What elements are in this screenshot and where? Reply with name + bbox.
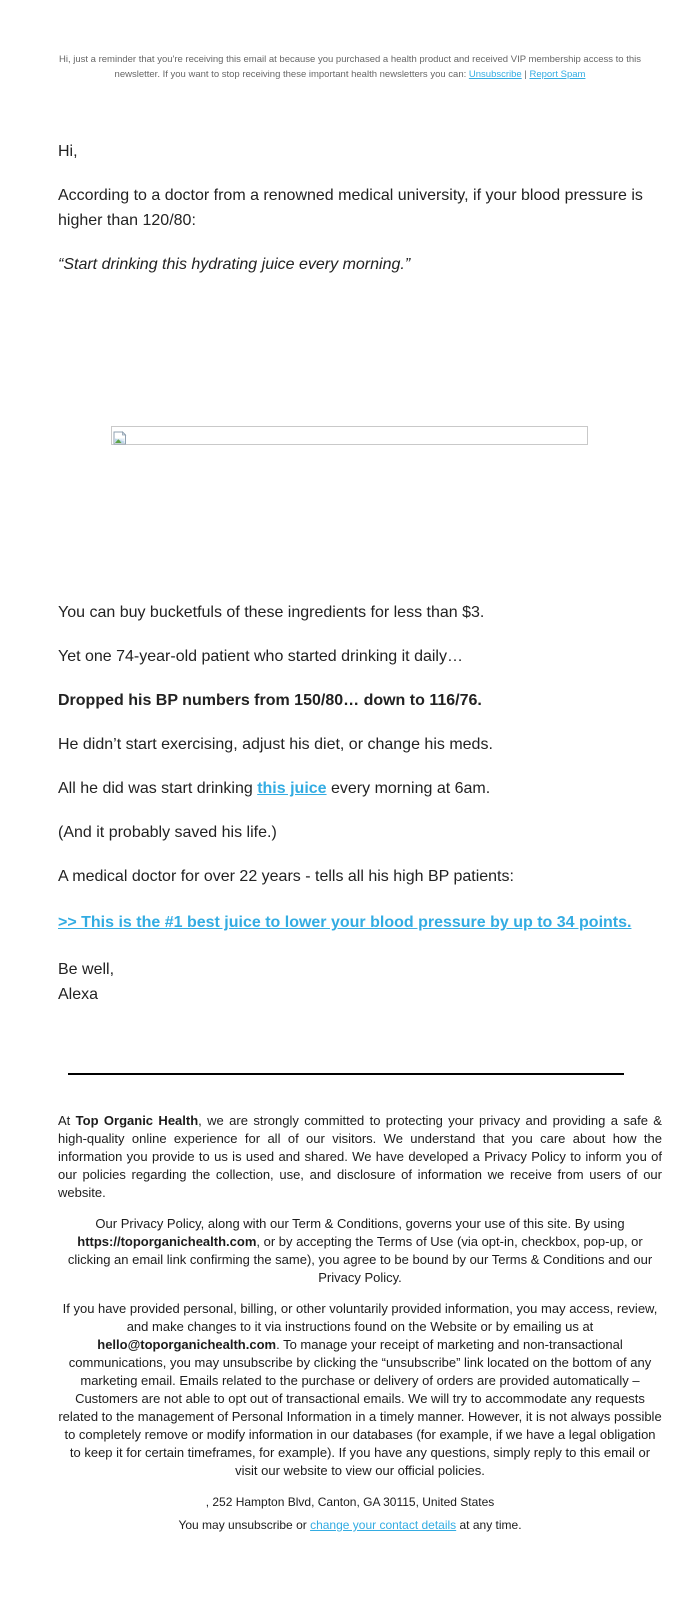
report-spam-link[interactable]: Report Spam [529, 69, 586, 80]
privacy-p3-text: . To manage your receipt of marketing and non-transactional communications, you may unsubscribe by clicking the “unsubscribe” link located on the bottom of any marketing email. Emails related to the purchase or delivery of orders are provided automatically – Customers are not able to opt out of transactional emails. We will try to accommodate any requests related to the management of Personal Information in a timely manner. However, it is not always possible to completely remove or modify information in our databases (for example, if we have a legal obligation to keep it for certain timeframes, for example). If you have any questions, simply reply to this email or visit our website to view our official policies. [58, 1337, 662, 1478]
change-contact-details-link[interactable]: change your contact details [310, 1518, 457, 1532]
saved-life-paragraph: (And it probably saved his life.) [58, 824, 277, 841]
privacy-paragraph-1 [58, 1112, 662, 1202]
footer-divider [68, 1073, 624, 1075]
site-url: https://toporganichealth.com [77, 1234, 257, 1249]
broken-image-placeholder [111, 426, 588, 445]
cta-paragraph [58, 908, 662, 938]
manage-subscription-line [0, 1517, 700, 1533]
privacy-paragraph-2 [58, 1215, 662, 1287]
greeting-paragraph: Hi, [58, 143, 78, 160]
juice-paragraph-prefix: All he did was start drinking [58, 780, 258, 797]
privacy-p1-prefix: At [58, 1113, 76, 1128]
email-main-content [58, 139, 662, 1075]
preheader-link-separator: | [521, 69, 530, 80]
no-change-paragraph: He didn’t start exercising, adjust his diet, or change his meds. [58, 736, 493, 753]
privacy-p2-prefix: Our Privacy Policy, along with our Term & Conditions, governs your use of this site. By using [95, 1216, 625, 1231]
cta-link[interactable]: >> This is the #1 best juice to lower your blood pressure by up to 34 points. [58, 914, 632, 931]
privacy-paragraph-3 [58, 1300, 662, 1480]
signoff [58, 957, 662, 1007]
preheader [38, 52, 662, 82]
bp-drop-paragraph: Dropped his BP numbers from 150/80… down to 116/76. [58, 692, 482, 709]
brand-name: Top Organic Health [75, 1113, 199, 1128]
doctor-years-paragraph: A medical doctor for over 22 years - tells all his high BP patients: [58, 868, 514, 885]
patient-paragraph: Yet one 74-year-old patient who started drinking it daily… [58, 648, 463, 665]
unsubscribe-link[interactable]: Unsubscribe [468, 69, 522, 80]
intro-paragraph: According to a doctor from a renowned medical university, if your blood pressure is higher than 120/80: [58, 187, 643, 229]
privacy-p2-text: , or by accepting the Terms of Use (via opt-in, checkbox, pop-up, or clicking an email link confirming the same), you agree to be bound by our Terms & Conditions and our Privacy Policy. [67, 1234, 653, 1285]
manage-prefix: You may unsubscribe or [178, 1518, 311, 1532]
privacy-p3-prefix: If you have provided personal, billing, or other voluntarily provided information, you may access, review, and make changes to it via instructions found on the Website or by emailing us at [62, 1301, 658, 1334]
broken-image-icon [113, 428, 127, 442]
preheader-text: Hi, just a reminder that you're receiving this email at because you purchased a health product and received VIP membership access to this newsletter. If you want to stop receiving these important health newsletters you can: [59, 54, 641, 80]
postal-address: , 252 Hampton Blvd, Canton, GA 30115, United States [205, 1495, 495, 1509]
privacy-p1-text: , we are strongly committed to protecting your privacy and providing a safe & high-quality online experience for all of our visitors. We understand that you care about how the information you provide to us is used and shared. We have developed a Privacy Policy to inform you of our policies regarding the collection, use, and disclosure of information we receive from users of our website. [58, 1113, 662, 1200]
contact-email: hello@toporganichealth.com [97, 1337, 277, 1352]
juice-paragraph-suffix: every morning at 6am. [326, 780, 491, 797]
price-paragraph: You can buy bucketfuls of these ingredients for less than $3. [58, 604, 485, 621]
doctor-quote: “Start drinking this hydrating juice every morning.” [58, 256, 411, 273]
juice-paragraph [58, 776, 662, 801]
address-block [0, 1494, 700, 1533]
signoff-closing: Be well, [58, 961, 115, 978]
signoff-name: Alexa [58, 986, 99, 1003]
this-juice-link[interactable]: this juice [257, 780, 327, 797]
legal-footer [58, 1112, 662, 1480]
manage-suffix: at any time. [456, 1518, 522, 1532]
